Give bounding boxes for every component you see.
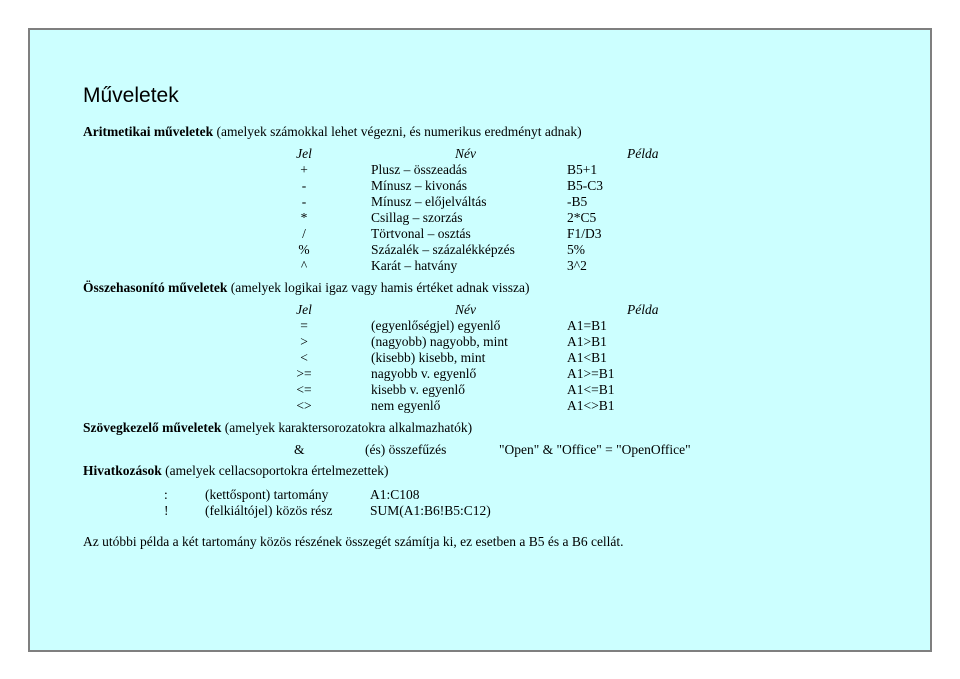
header-name: Név xyxy=(455,146,476,161)
table-row xyxy=(30,243,934,259)
comparison-heading-rest: (amelyek logikai igaz vagy hamis értéket adnak vissza) xyxy=(227,280,530,295)
op-name: Karát – hatvány xyxy=(371,258,458,273)
table-row xyxy=(30,163,934,179)
op-sign: - xyxy=(301,178,307,193)
op-name: Csillag – szorzás xyxy=(371,210,463,225)
text-heading xyxy=(83,421,472,435)
op-sign: >= xyxy=(296,366,312,381)
arithmetic-table-header xyxy=(30,147,934,163)
slide xyxy=(28,28,932,652)
header-sign: Jel xyxy=(296,146,312,161)
op-example: A1<=B1 xyxy=(567,382,615,397)
table-row xyxy=(30,319,934,335)
op-sign: < xyxy=(300,350,308,365)
op-name: (és) összefűzés xyxy=(365,442,447,457)
table-row xyxy=(30,335,934,351)
header-name: Név xyxy=(455,302,476,317)
text-heading-rest: (amelyek karaktersorozatokra alkalmazhatók) xyxy=(221,420,473,435)
op-example: A1<B1 xyxy=(567,350,607,365)
op-example: B5-C3 xyxy=(567,178,604,193)
table-row xyxy=(30,367,934,383)
op-name: (kisebb) kisebb, mint xyxy=(371,350,486,365)
op-name: nagyobb v. egyenlő xyxy=(371,366,477,381)
op-name: (kettőspont) tartomány xyxy=(205,487,329,502)
op-sign: + xyxy=(300,162,308,177)
text-heading-bold: Szövegkezelő műveletek xyxy=(83,420,222,435)
op-example: A1<>B1 xyxy=(567,398,615,413)
op-sign: % xyxy=(298,242,310,257)
op-name: (nagyobb) nagyobb, mint xyxy=(371,334,508,349)
reference-heading-bold: Hivatkozások xyxy=(83,463,162,478)
op-sign: - xyxy=(301,194,307,209)
op-example: A1=B1 xyxy=(567,318,607,333)
arithmetic-heading-bold: Aritmetikai műveletek xyxy=(83,124,214,139)
comparison-heading-bold: Összehasonító műveletek xyxy=(83,280,228,295)
table-row xyxy=(30,211,934,227)
header-example: Példa xyxy=(627,146,659,161)
op-sign: <= xyxy=(296,382,312,397)
comparison-table-header xyxy=(30,303,934,319)
op-example: F1/D3 xyxy=(567,226,602,241)
reference-heading xyxy=(83,464,389,478)
op-name: Százalék – százalékképzés xyxy=(371,242,515,257)
op-sign: ! xyxy=(164,503,169,518)
op-example: 5% xyxy=(567,242,585,257)
op-name: (egyenlőségjel) egyenlő xyxy=(371,318,501,333)
op-sign: : xyxy=(164,487,168,502)
table-row xyxy=(30,399,934,415)
reference-heading-rest: (amelyek cellacsoportokra értelmezettek) xyxy=(161,463,389,478)
op-sign: / xyxy=(302,226,306,241)
table-row xyxy=(30,227,934,243)
table-row xyxy=(30,488,934,504)
header-example: Példa xyxy=(627,302,659,317)
op-sign: * xyxy=(300,210,308,225)
comparison-heading xyxy=(83,281,530,295)
op-name: Törtvonal – osztás xyxy=(371,226,471,241)
page-title: Műveletek xyxy=(83,84,179,107)
op-example: A1:C108 xyxy=(370,487,420,502)
op-name: Mínusz – előjelváltás xyxy=(371,194,487,209)
table-row xyxy=(30,351,934,367)
op-name: (felkiáltójel) közös rész xyxy=(205,503,333,518)
op-sign: = xyxy=(300,318,308,333)
arithmetic-heading xyxy=(83,125,582,139)
op-example: A1>=B1 xyxy=(567,366,615,381)
op-name: Plusz – összeadás xyxy=(371,162,467,177)
op-example: SUM(A1:B6!B5:C12) xyxy=(370,503,491,518)
footer-note: Az utóbbi példa a két tartomány közös részének összegét számítja ki, ez esetben a B5 és a B6 cellát. xyxy=(83,534,624,549)
header-sign: Jel xyxy=(296,302,312,317)
op-sign: <> xyxy=(296,398,312,413)
arithmetic-heading-rest: (amelyek számokkal lehet végezni, és numerikus eredményt adnak) xyxy=(213,124,582,139)
table-row xyxy=(30,195,934,211)
op-example: 3^2 xyxy=(567,258,587,273)
table-row xyxy=(30,504,934,520)
op-example: A1>B1 xyxy=(567,334,607,349)
table-row xyxy=(30,179,934,195)
op-sign: > xyxy=(300,334,308,349)
op-sign: & xyxy=(294,442,305,457)
op-sign: ^ xyxy=(300,258,308,273)
op-example: B5+1 xyxy=(567,162,598,177)
table-row xyxy=(30,383,934,399)
op-name: kisebb v. egyenlő xyxy=(371,382,465,397)
op-example: 2*C5 xyxy=(567,210,597,225)
op-name: nem egyenlő xyxy=(371,398,441,413)
table-row xyxy=(30,259,934,275)
op-example: "Open" & "Office" = "OpenOffice" xyxy=(499,442,691,457)
op-name: Mínusz – kivonás xyxy=(371,178,467,193)
op-example: -B5 xyxy=(567,194,588,209)
table-row xyxy=(30,443,934,459)
